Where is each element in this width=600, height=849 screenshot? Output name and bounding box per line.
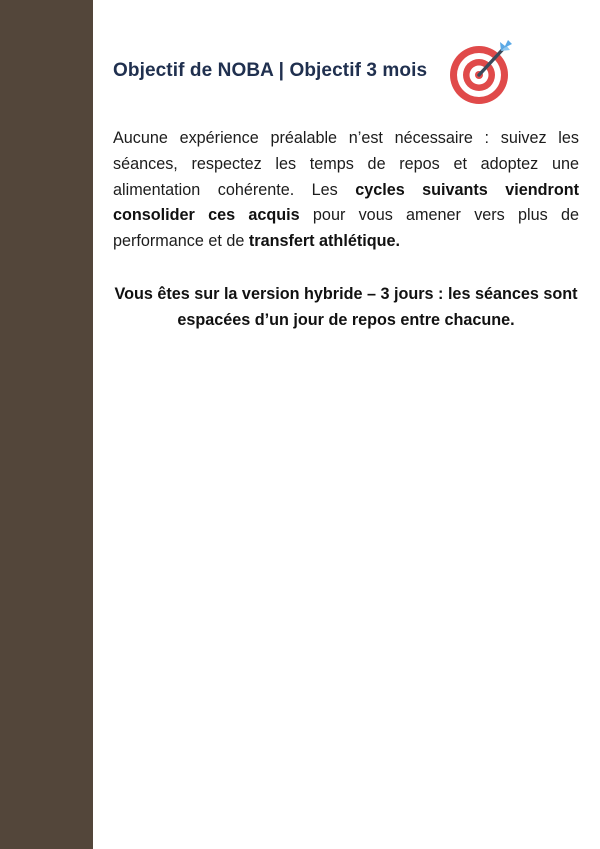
page-title: Objectif de NOBA | Objectif 3 mois xyxy=(113,60,428,81)
version-note: Vous êtes sur la version hybride – 3 jours : les séances sont espacées d’un jour de repos entre chacune. xyxy=(114,285,578,329)
intro-text-2: pour vous amener vers plus de performance et de xyxy=(113,206,579,251)
intro-bold-1: cycles suivants viendront consolider ces acquis xyxy=(113,180,579,225)
intro-paragraph xyxy=(113,126,579,255)
intro-bold-2: transfert athlétique. xyxy=(248,232,400,251)
sidebar-band xyxy=(0,0,93,849)
page-header xyxy=(113,38,579,108)
target-dart-icon xyxy=(448,38,516,106)
intro-text-1: Aucune expérience préalable n’est nécessaire : suivez les séances, respectez les temps de repos et adoptez une alimentation cohérente. Les xyxy=(113,129,579,199)
